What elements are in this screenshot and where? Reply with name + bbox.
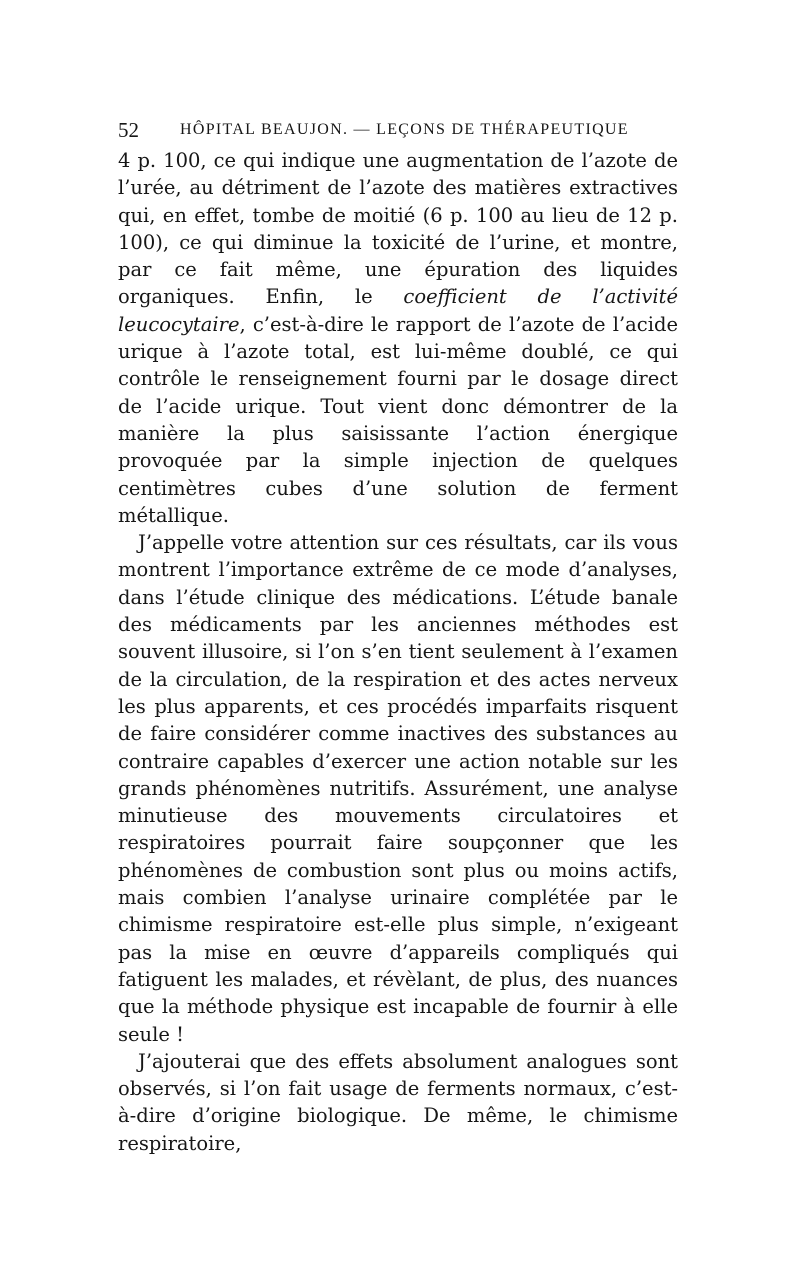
paragraph-text: , c’est-à-dire le rapport de l’azote de l’acide urique à l’azote total, est lui-même doublé, ce qui contrôle le renseignement fourni par le dosage direct de l’acide urique. Tout vient donc démontrer de la manière la plus saisissante l’action énergique provoquée par la simple injection de quelques centimètres cubes d’une solution de ferment métallique. bbox=[118, 312, 678, 527]
body-text bbox=[118, 147, 678, 1157]
page-number: 52 bbox=[118, 118, 139, 142]
paragraph: J’appelle votre attention sur ces résultats, car ils vous montrent l’importance extrême de ce mode d’analyses, dans l’étude clinique des médications. L’étude banale des médicaments par les anciennes méthodes est souvent illusoire, si l’on s’en tient seulement à l’examen de la circulation, de la respiration et des actes nerveux les plus apparents, et ces procédés imparfaits risquent de faire considérer comme inactives des substances au contraire capables d’exercer une action notable sur les grands phénomènes nutritifs. Assurément, une analyse minutieuse des mouvements circulatoires et respiratoires pourrait faire soupçonner que les phénomènes de combustion sont plus ou moins actifs, mais combien l’analyse urinaire complétée par le chimisme respiratoire est-elle plus simple, n’exigeant pas la mise en œuvre d’appareils compliqués qui fatiguent les malades, et révèlant, de plus, des nuances que la méthode physique est incapable de fournir à elle seule ! bbox=[118, 531, 678, 1046]
paragraph-text: 4 p. 100, ce qui indique une augmentation de l’azote de l’urée, au détriment de l’azote des matières extractives qui, en effet, tombe de moitié (6 p. 100 au lieu de 12 p. 100), ce qui diminue la toxicité de l’urine, et montre, par ce fait même, une épuration des liquides organiques. Enfin, le bbox=[118, 149, 678, 309]
running-title: HÔPITAL BEAUJON. — LEÇONS DE THÉRAPEUTIQUE bbox=[180, 121, 629, 138]
paragraph: J’ajouterai que des effets absolument analogues sont observés, si l’on fait usage de ferments normaux, c’est-à-dire d’origine biologique. De même, le chimisme respiratoire, bbox=[118, 1049, 678, 1155]
paragraph-continued bbox=[118, 147, 678, 529]
page-header bbox=[118, 118, 678, 144]
italic-term: coefficient de l’activité leucocytaire bbox=[118, 285, 678, 336]
